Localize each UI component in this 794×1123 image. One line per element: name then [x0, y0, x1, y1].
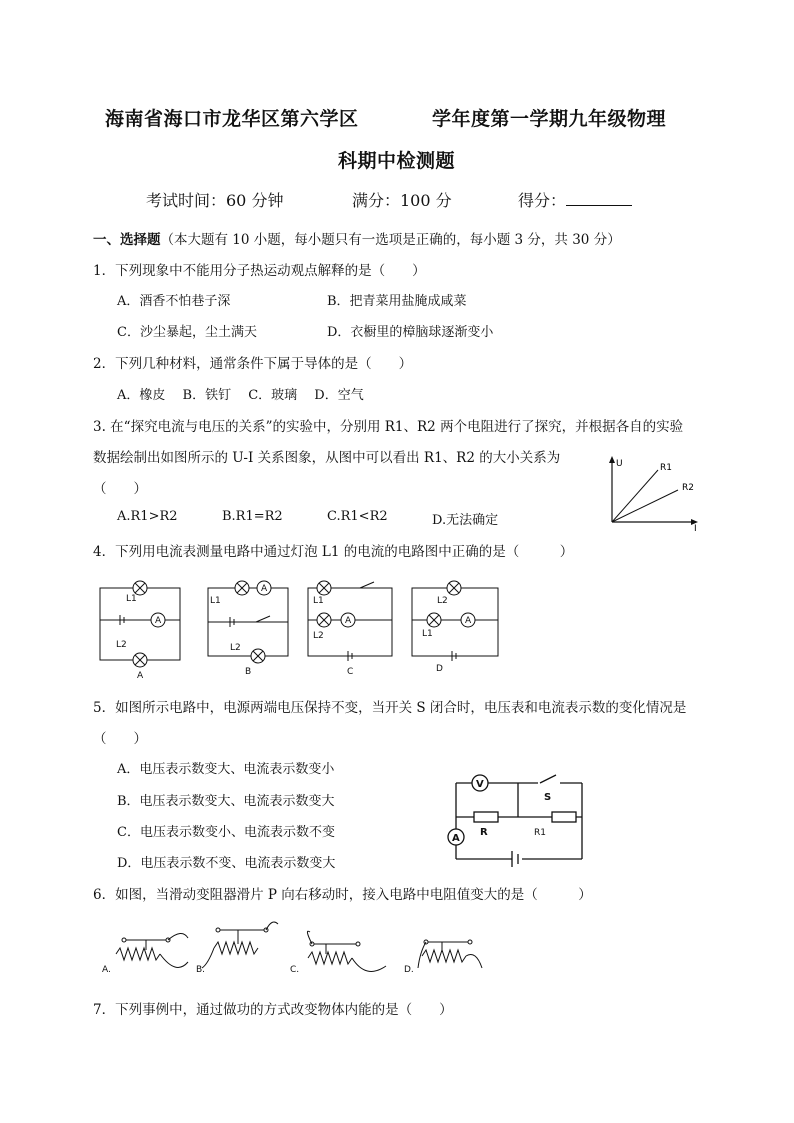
exam-time: 考试时间：60 分钟	[146, 191, 284, 210]
q6-stem: 6．如图，当滑动变阻器滑片 P 向右移动时，接入电路中电阻值变大的是（ ）	[93, 887, 592, 903]
q4-d-l1: L1	[422, 629, 433, 639]
q5-option-a[interactable]: A．电压表示数变大、电流表示数变小	[117, 762, 335, 777]
q4-a-meter: A	[155, 616, 162, 626]
q6-label-d: D.	[404, 965, 414, 975]
q4-b-l2: L2	[230, 643, 241, 653]
q4-circuit-a	[100, 581, 180, 667]
q4-d-meter: A	[465, 616, 472, 626]
section-instruction: （本大题有 10 小题，每小题只有一选项是正确的，每小题 3 分，共 30 分）	[160, 232, 621, 248]
q5-switch: S	[544, 792, 552, 803]
q5-paren: （ ）	[93, 731, 147, 747]
q4-stem: 4．下列用电流表测量电路中通过灯泡 L1 的电流的电路图中正确的是（ ）	[93, 544, 574, 560]
q4-circuit-d	[412, 581, 498, 661]
graph-y-label: U	[616, 459, 623, 469]
q2-stem: 2．下列几种材料，通常条件下属于导体的是（ ）	[93, 356, 413, 372]
score-label	[518, 188, 632, 211]
q4-a-l1: L1	[126, 594, 137, 604]
q5-voltmeter: V	[476, 779, 484, 790]
q4-c-l1: L1	[313, 596, 324, 606]
score-label-text: 得分：	[518, 191, 567, 210]
page-title-line2: 科期中检测题	[338, 150, 456, 172]
full-score: 满分：100 分	[352, 191, 452, 210]
graph-r1-label: R1	[660, 463, 672, 473]
q4-c-l2: L2	[313, 631, 324, 641]
q6-rheostats	[96, 918, 496, 983]
q3-option-c[interactable]: C.R1<R2	[327, 509, 388, 524]
score-blank[interactable]	[566, 191, 632, 206]
q4-b-l1: L1	[210, 596, 221, 606]
q3-stem-line1: 3. 在“探究电流与电压的关系”的实验中，分别用 R1、R2 两个电阻进行了探究，并根据各自的实验	[93, 419, 684, 435]
q5-option-d[interactable]: D．电压表示数不变、电流表示数变大	[117, 856, 336, 871]
q5-r: R	[480, 827, 488, 838]
q4-b-meter: A	[261, 584, 268, 594]
q1-option-a[interactable]: A．酒香不怕巷子深	[117, 294, 231, 309]
q5-ammeter: A	[452, 833, 460, 844]
q3-stem-line2: 数据绘制出如图所示的 U-I 关系图象，从图中可以看出 R1、R2 的大小关系为	[93, 450, 561, 466]
q1-option-c[interactable]: C．沙尘暴起，尘土满天	[117, 325, 257, 340]
q1-option-d[interactable]: D．衣橱里的樟脑球逐渐变小	[327, 325, 494, 340]
q4-circuits	[90, 572, 510, 682]
q6-label-a: A.	[102, 965, 111, 975]
section-heading	[93, 228, 621, 248]
q1-option-b[interactable]: B．把青菜用盐腌成咸菜	[327, 294, 467, 309]
q4-label-d: D	[436, 664, 443, 674]
q5-r1: R1	[534, 828, 546, 838]
q3-option-b[interactable]: B.R1=R2	[222, 509, 283, 524]
q4-a-l2: L2	[116, 640, 127, 650]
q1-stem: 1．下列现象中不能用分子热运动观点解释的是（ ）	[93, 263, 426, 279]
graph-x-label: I	[694, 524, 697, 534]
q4-label-a: A	[137, 671, 144, 681]
q4-label-b: B	[245, 667, 252, 677]
page-title-left: 海南省海口市龙华区第六学区	[105, 108, 359, 130]
q4-c-meter: A	[345, 616, 352, 626]
q3-option-a[interactable]: A.R1>R2	[117, 509, 178, 524]
q5-option-c[interactable]: C．电压表示数变小、电流表示数不变	[117, 825, 335, 840]
q4-label-c: C	[347, 667, 354, 677]
q5-option-b[interactable]: B．电压表示数变大、电流表示数变大	[117, 794, 335, 809]
q6-label-c: C.	[290, 965, 300, 975]
page-title-right: 学年度第一学期九年级物理	[432, 108, 667, 130]
q5-stem: 5．如图所示电路中，电源两端电压保持不变，当开关 S 闭合时，电压表和电流表示数的变化情况是	[93, 700, 687, 716]
q3-ui-graph	[600, 452, 700, 532]
q4-d-l2: L2	[437, 596, 448, 606]
q4-circuit-b	[208, 581, 288, 663]
graph-r2-label: R2	[682, 483, 694, 493]
q6-label-b: B.	[196, 965, 206, 975]
q2-options[interactable]: A．橡皮 B．铁钉 C．玻璃 D．空气	[117, 388, 364, 403]
q7-stem: 7．下列事例中，通过做功的方式改变物体内能的是（ ）	[93, 1002, 453, 1018]
section-title: 一、选择题	[93, 232, 161, 248]
q3-option-d[interactable]: D.无法确定	[432, 513, 499, 528]
q3-paren: （ ）	[93, 481, 147, 497]
q5-circuit	[440, 765, 600, 875]
